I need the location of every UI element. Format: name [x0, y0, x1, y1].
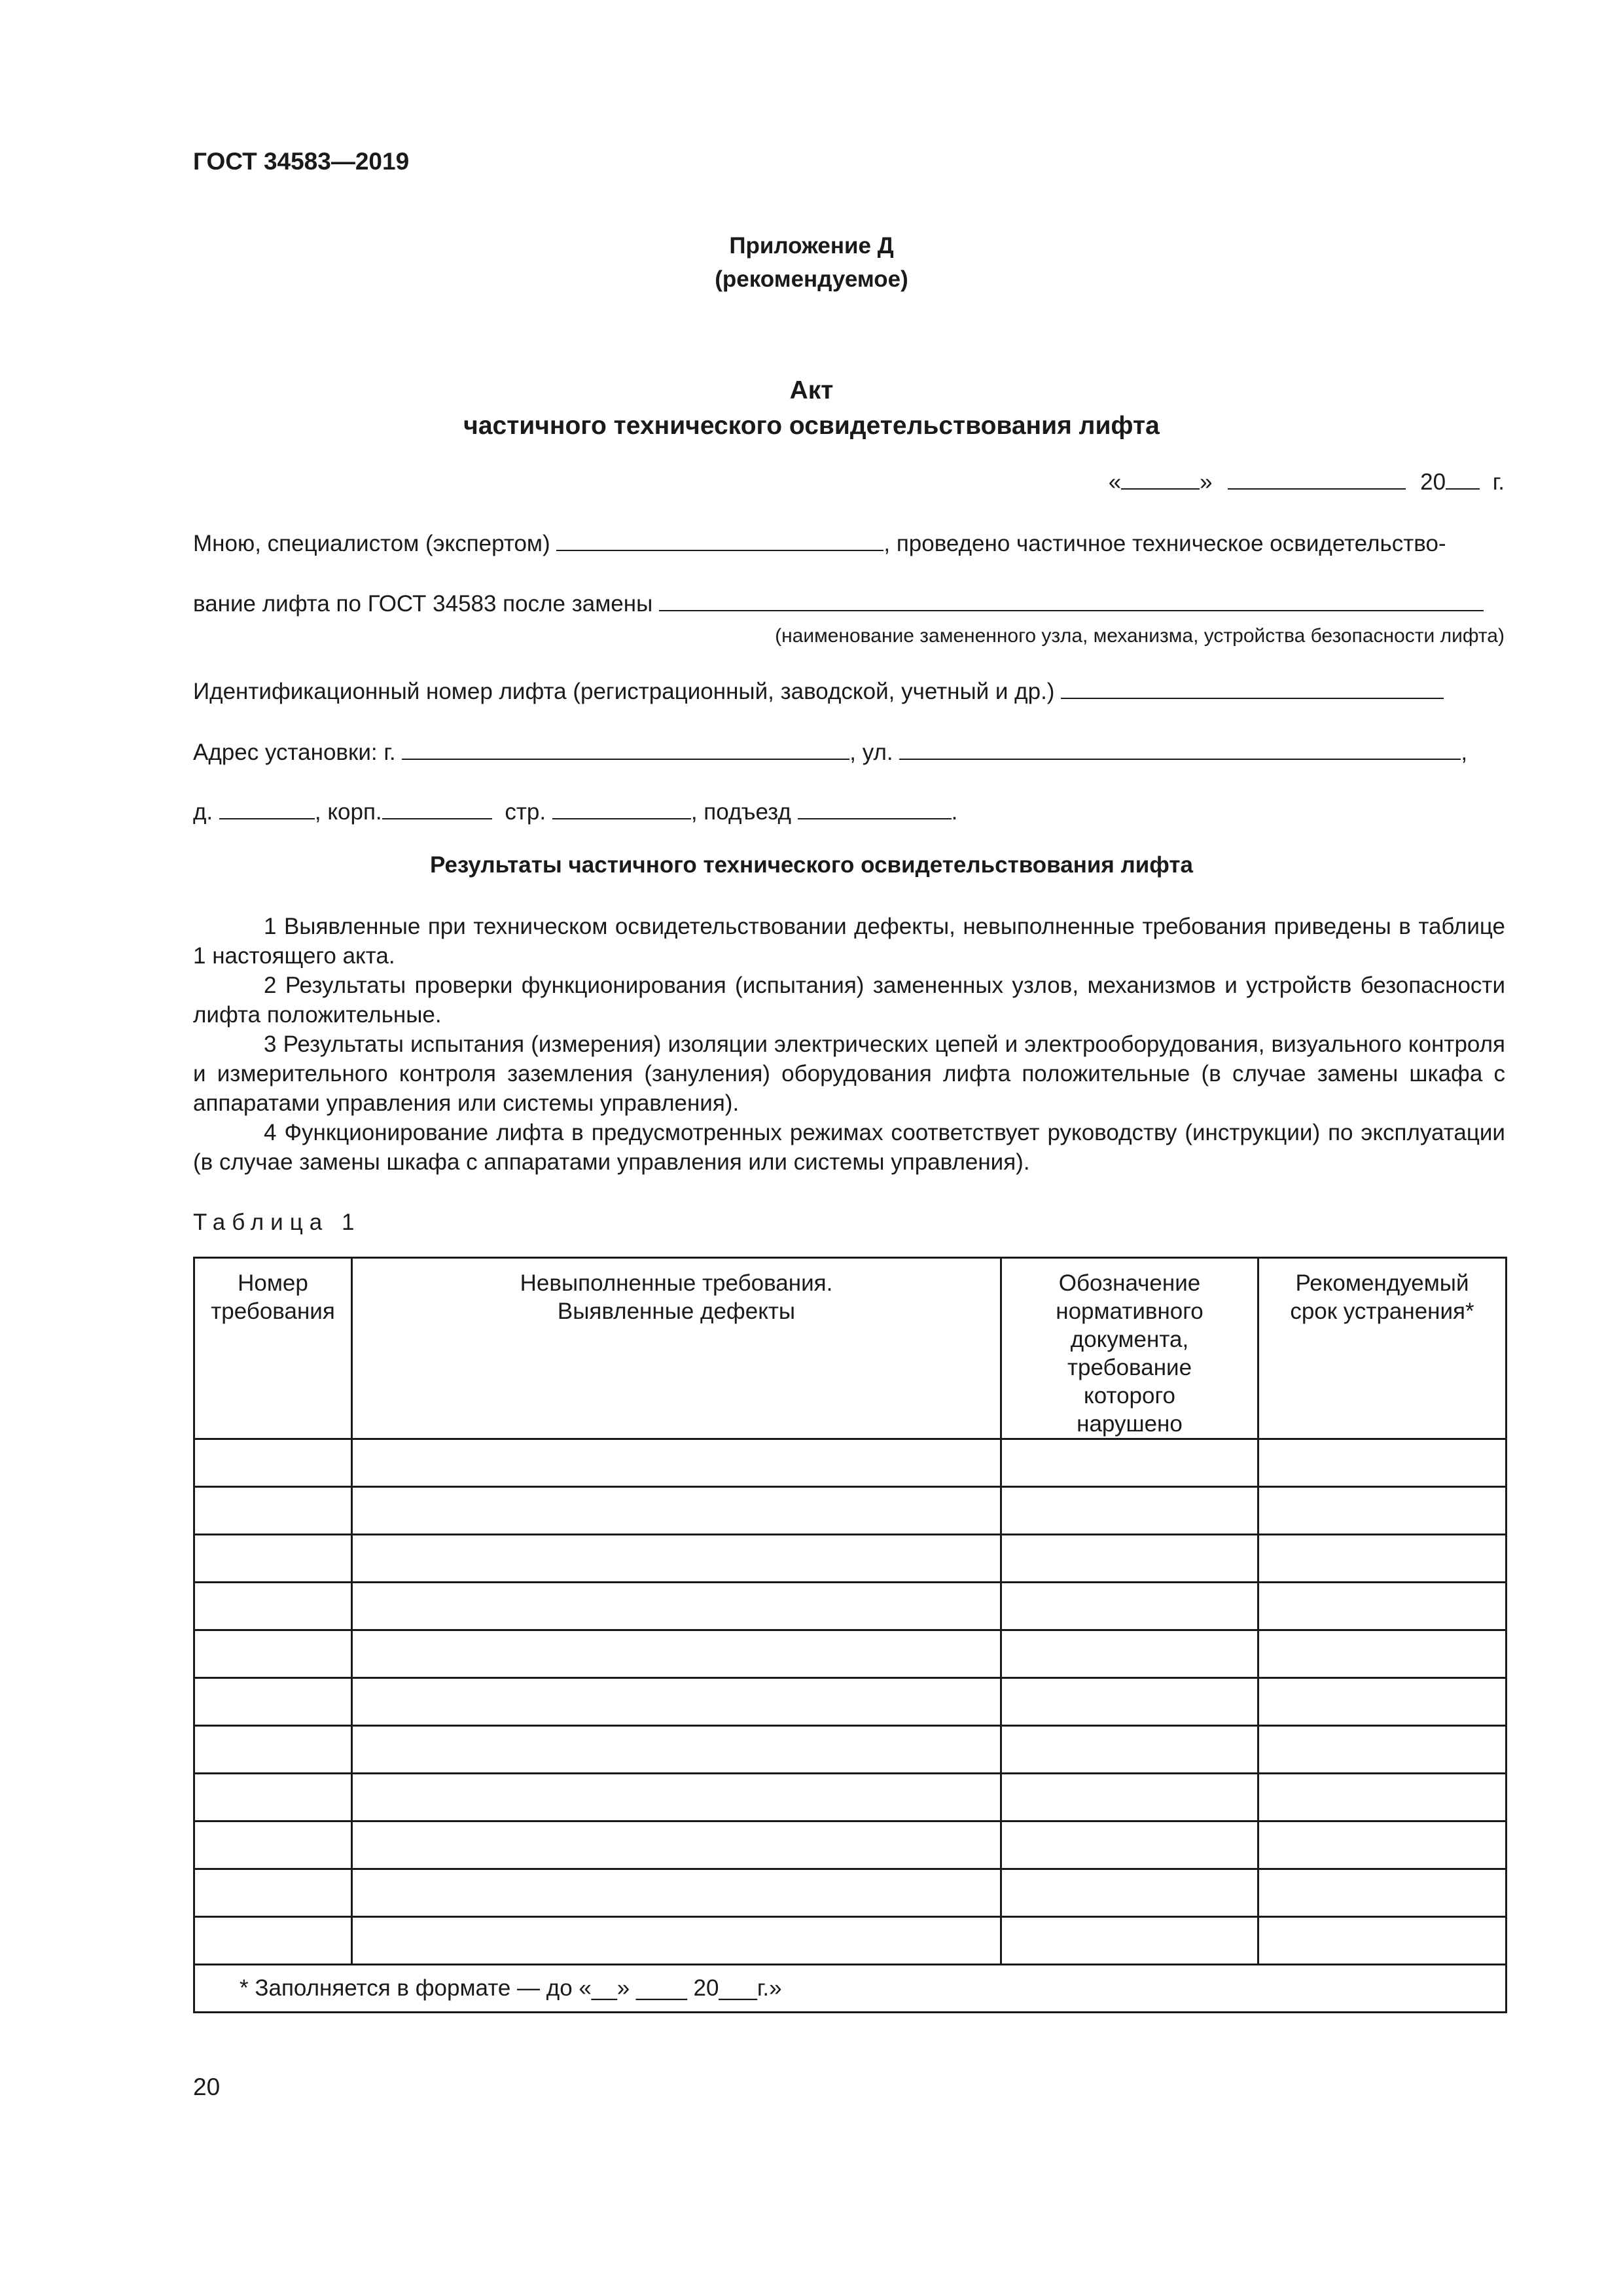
entrance-field[interactable] — [798, 798, 952, 819]
table-header-row — [194, 1258, 1507, 1439]
table-cell[interactable] — [194, 1583, 352, 1630]
table-cell[interactable] — [1001, 1630, 1258, 1678]
results-title: Результаты частичного технического освидетельствования лифта — [429, 852, 1194, 878]
table-row — [194, 1821, 1507, 1869]
table-cell[interactable] — [1258, 1869, 1507, 1917]
lift-id-field[interactable] — [1061, 678, 1444, 699]
table-cell[interactable] — [1001, 1774, 1258, 1821]
replacement-line — [193, 589, 1484, 619]
building-line-end: . — [951, 799, 958, 825]
table-cell[interactable] — [352, 1487, 1001, 1535]
table-cell[interactable] — [1258, 1439, 1507, 1487]
lift-id-line — [193, 677, 1444, 707]
table-cell[interactable] — [352, 1535, 1001, 1583]
table-cell[interactable] — [352, 1774, 1001, 1821]
table-row — [194, 1535, 1507, 1583]
table-row — [194, 1774, 1507, 1821]
table-row — [194, 1439, 1507, 1487]
table-cell[interactable] — [352, 1630, 1001, 1678]
table-cell[interactable] — [1001, 1439, 1258, 1487]
column-header-document: Обозначение нормативного документа, требование которого нарушено — [1001, 1258, 1258, 1439]
table-row — [194, 1678, 1507, 1726]
building-label: , корп. — [314, 799, 382, 825]
date-open-quote: « — [1108, 469, 1122, 495]
table-cell[interactable] — [194, 1535, 352, 1583]
table-cell[interactable] — [1258, 1821, 1507, 1869]
expert-line — [193, 529, 1446, 559]
act-title — [0, 373, 1623, 444]
table-cell[interactable] — [352, 1821, 1001, 1869]
column-header-number: Номер требования — [194, 1258, 352, 1439]
table-cell[interactable] — [352, 1439, 1001, 1487]
table-row — [194, 1487, 1507, 1535]
table-row — [194, 1917, 1507, 1965]
address-line-end: , — [1461, 740, 1468, 765]
table-cell[interactable] — [194, 1726, 352, 1774]
replacement-label: вание лифта по ГОСТ 34583 после замены — [193, 591, 653, 617]
table-cell[interactable] — [194, 1869, 352, 1917]
table-caption: Таблица 1 — [193, 1210, 361, 1235]
table-cell[interactable] — [352, 1583, 1001, 1630]
result-item-3: 3 Результаты испытания (измерения) изоляции электрических цепей и электрооборудования, визуального контроля и измерительного контроля заземления (зануления) оборудования лифта положительные (в случае замены шкафа с аппаратами управления или системы управления). — [193, 1031, 1505, 1116]
address-city-label: Адрес установки: г. — [193, 740, 396, 765]
column-header-deadline: Рекомендуемый срок устранения* — [1258, 1258, 1507, 1439]
table-cell[interactable] — [1001, 1821, 1258, 1869]
expert-name-field[interactable] — [556, 530, 883, 551]
defects-table — [193, 1257, 1507, 2013]
structure-field[interactable] — [552, 798, 691, 819]
table-cell[interactable] — [352, 1917, 1001, 1965]
replaced-unit-field[interactable] — [659, 590, 1484, 611]
table-cell[interactable] — [1001, 1535, 1258, 1583]
table-cell[interactable] — [194, 1439, 352, 1487]
table-cell[interactable] — [1258, 1535, 1507, 1583]
street-field[interactable] — [899, 739, 1461, 760]
table-cell[interactable] — [1001, 1917, 1258, 1965]
table-row — [194, 1869, 1507, 1917]
table-cell[interactable] — [1001, 1583, 1258, 1630]
result-item-1: 1 Выявленные при техническом освидетельствовании дефекты, невыполненные требования приведены в таблице 1 настоящего акта. — [193, 914, 1505, 969]
date-line — [1109, 467, 1505, 497]
appendix-status: (рекомендуемое) — [715, 266, 908, 292]
house-label: д. — [193, 799, 213, 825]
table-cell[interactable] — [1001, 1678, 1258, 1726]
expert-line-end: , проведено частичное техническое освидетельство- — [883, 531, 1446, 556]
act-title-line1: Акт — [789, 376, 834, 404]
result-item-2: 2 Результаты проверки функционирования (испытания) замененных узлов, механизмов и устройств безопасности лифта положительные. — [193, 973, 1505, 1028]
table-cell[interactable] — [1258, 1678, 1507, 1726]
table-cell[interactable] — [194, 1821, 352, 1869]
page-number: 20 — [193, 2073, 221, 2100]
table-cell[interactable] — [194, 1630, 352, 1678]
city-field[interactable] — [402, 739, 849, 760]
table-cell[interactable] — [1001, 1487, 1258, 1535]
table-cell[interactable] — [1258, 1726, 1507, 1774]
month-field[interactable] — [1228, 469, 1406, 490]
building-line — [193, 797, 957, 827]
act-title-line2: частичного технического освидетельствования лифта — [463, 412, 1160, 440]
table-cell[interactable] — [1001, 1726, 1258, 1774]
structure-label: стр. — [505, 799, 546, 825]
table-footnote: * Заполняется в формате — до «__» ____ 20___г.» — [194, 1965, 1507, 2013]
table-cell[interactable] — [194, 1487, 352, 1535]
standard-designation: ГОСТ 34583—2019 — [193, 148, 410, 175]
table-cell[interactable] — [352, 1869, 1001, 1917]
building-field[interactable] — [382, 798, 492, 819]
house-field[interactable] — [219, 798, 315, 819]
table-row — [194, 1583, 1507, 1630]
table-cell[interactable] — [352, 1726, 1001, 1774]
year-field[interactable] — [1446, 469, 1480, 490]
date-close-quote: » — [1200, 469, 1213, 495]
table-cell[interactable] — [1258, 1630, 1507, 1678]
day-field[interactable] — [1121, 469, 1200, 490]
table-cell[interactable] — [1258, 1917, 1507, 1965]
table-cell[interactable] — [1258, 1774, 1507, 1821]
result-item-4: 4 Функционирование лифта в предусмотренных режимах соответствует руководству (инструкции) по эксплуатации (в случае замены шкафа с аппаратами управления или системы управления). — [193, 1120, 1505, 1175]
table-cell[interactable] — [194, 1774, 352, 1821]
replacement-caption: (наименование замененного узла, механизма, устройства безопасности лифта) — [775, 625, 1505, 647]
table-row — [194, 1726, 1507, 1774]
table-cell[interactable] — [194, 1917, 352, 1965]
column-header-requirements: Невыполненные требования. Выявленные дефекты — [352, 1258, 1001, 1439]
appendix-heading — [0, 229, 1623, 296]
date-suffix: г. — [1492, 469, 1505, 495]
address-line — [193, 738, 1467, 768]
appendix-title: Приложение Д — [729, 233, 894, 259]
table-cell[interactable] — [1258, 1487, 1507, 1535]
expert-label: Мною, специалистом (экспертом) — [193, 531, 550, 556]
address-street-label: , ул. — [849, 740, 893, 765]
table-footnote-row — [194, 1965, 1507, 2013]
entrance-label: , подъезд — [690, 799, 791, 825]
table-cell[interactable] — [1001, 1869, 1258, 1917]
year-prefix: 20 — [1420, 469, 1446, 495]
table-cell[interactable] — [352, 1678, 1001, 1726]
table-cell[interactable] — [194, 1678, 352, 1726]
results-list — [193, 912, 1505, 1177]
lift-id-label: Идентификационный номер лифта (регистрационный, заводской, учетный и др.) — [193, 679, 1055, 704]
table-row — [194, 1630, 1507, 1678]
table-cell[interactable] — [1258, 1583, 1507, 1630]
